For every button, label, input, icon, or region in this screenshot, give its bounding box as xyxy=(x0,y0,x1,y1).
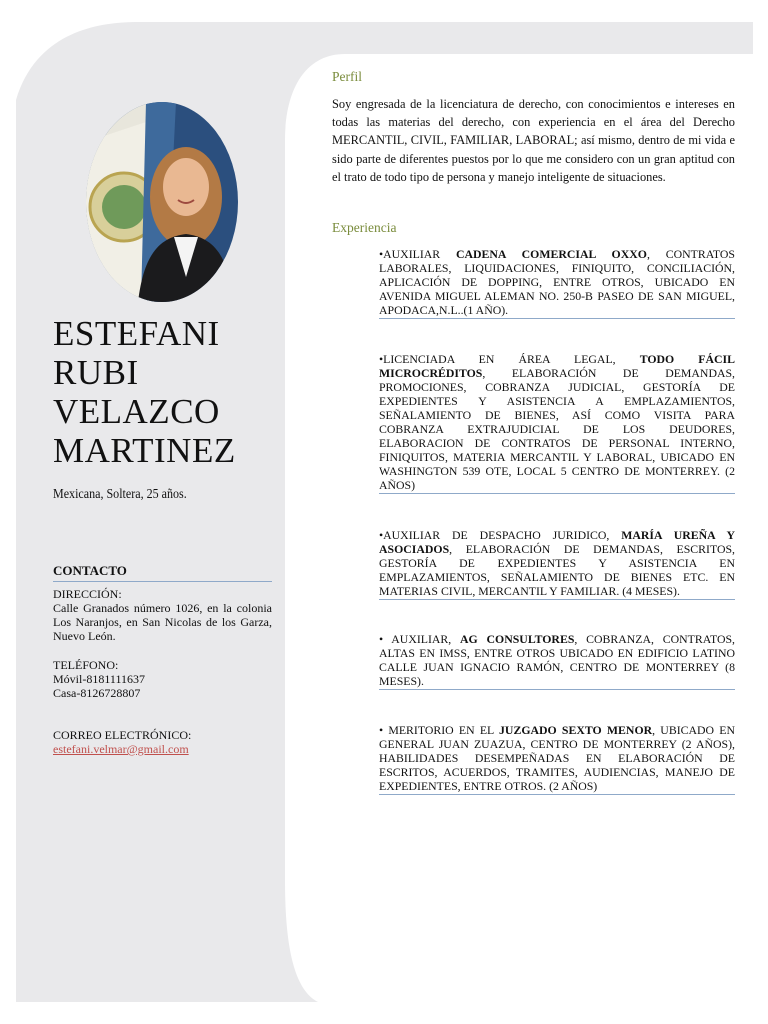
experiencia-heading: Experiencia xyxy=(332,220,397,235)
contact-heading: CONTACTO xyxy=(53,563,272,582)
email-link[interactable]: estefani.velmar@gmail.com xyxy=(53,742,189,756)
experience-item-5 xyxy=(379,723,735,795)
experience-2-company: TODO FÁCIL MICROCRÉDITOS xyxy=(379,352,735,380)
perfil-text: Soy engresada de la licenciatura de derecho, con conocimientos e intereses en todas las materias del derecho, con experiencia en el área del Derecho MERCANTIL, CIVIL, FAMILIAR, LABORAL; así mismo, dentro de mi vida e sido parte de diferentes puestos por lo que me considero con un gran aptitud con el trato de todo tipo de persona y manejo inteligente de situaciones. xyxy=(332,97,735,184)
experience-1-company: CADENA COMERCIAL OXXO xyxy=(455,247,647,261)
experience-4-company: AG CONSULTORES xyxy=(460,632,575,646)
experience-item-4 xyxy=(379,632,735,690)
name-line-1: ESTEFANI xyxy=(53,314,220,353)
name-line-3: VELAZCO xyxy=(53,392,220,431)
address-label: DIRECCIÓN: xyxy=(53,587,122,601)
experience-4-pre: • AUXILIAR, xyxy=(379,632,461,646)
email-label: CORREO ELECTRÓNICO: xyxy=(53,728,192,742)
personal-info: Mexicana, Soltera, 25 años. xyxy=(53,487,187,502)
home-phone: Casa-8126728807 xyxy=(53,686,141,700)
address-value: Calle Granados número 1026, en la colonia Los Naranjos, en San Nicolas de los Garza, Nuevo León. xyxy=(53,601,272,643)
perfil-heading: Perfil xyxy=(332,69,362,84)
profile-photo xyxy=(86,102,238,302)
experience-item-1 xyxy=(379,247,735,319)
phone-label: TELÉFONO: xyxy=(53,658,119,672)
experience-4-post: , COBRANZA, CONTRATOS, ALTAS EN IMSS, ENTRE OTROS UBICADO EN EDIFICIO LATINO CALLE JUAN IGNACIO RAMÓN, CENTRO DE MONTERREY (8 MESES). xyxy=(379,632,735,688)
email-block xyxy=(53,728,272,756)
name-line-4: MARTINEZ xyxy=(53,431,236,470)
profile-photo-woman-icon xyxy=(86,102,238,302)
experience-item-2 xyxy=(379,352,735,494)
experience-item-3 xyxy=(379,528,735,600)
full-name xyxy=(53,314,288,470)
experience-2-pre: •LICENCIADA EN ÁREA LEGAL, xyxy=(379,352,640,366)
name-line-2: RUBI xyxy=(53,353,139,392)
experience-3-company: MARÍA UREÑA Y ASOCIADOS xyxy=(379,528,735,556)
experience-3-pre: •AUXILIAR DE DESPACHO JURIDICO, xyxy=(379,528,622,542)
experience-1-post: , CONTRATOS LABORALES, LIQUIDACIONES, FINIQUITO, CONCILIACIÓN, APLICACIÓN DE DOPPING, ENTRE OTROS, UBICADO EN AVENIDA MIGUEL ALEMAN NO. 250-B PASEO DE SAN MIGUEL, APODACA,N.L..(1 AÑO). xyxy=(379,247,735,317)
experience-5-pre: • MERITORIO EN EL xyxy=(379,723,500,737)
mobile-phone: Móvil-8181111637 xyxy=(53,672,145,686)
experience-1-pre: •AUXILIAR xyxy=(379,247,456,261)
phone-block xyxy=(53,658,272,700)
address-block xyxy=(53,587,272,643)
experience-2-post: , ELABORACIÓN DE DEMANDAS, PROMOCIONES, COBRANZA JUDICIAL, GESTORÍA DE EXPEDIENTES Y ASISTENCIA A EMPLAZAMIENTOS, SEÑALAMIENTO DE BIENES, ASÍ COMO VISITA PARA COBRANZA EXTRAJUDICIAL DE LOS DEUDORES, ELABORACION DE CONTRATOS DE PERSONAL INTERNO, FINIQUITOS, MATERIA MERCANTIL Y LABORAL, UBICADO EN WASHINGTON 539 OTE, LOCAL 5 CENTRO DE MONTERREY. (2 AÑOS) xyxy=(379,366,735,492)
experience-3-post: , ELABORACIÓN DE DEMANDAS, ESCRITOS, GESTORÍA DE EXPEDIENTES Y ASISTENCIA EN EMPLAZAMIENTOS, SEÑALAMIENTO DE BIENES ETC. EN MATERIAS CIVIL, MERCANTIL Y FAMILIAR. (4 MESES). xyxy=(379,542,735,598)
experience-5-post: , UBICADO EN GENERAL JUAN ZUAZUA, CENTRO DE MONTERREY (2 AÑOS), HABILIDADES DESEMPEÑADAS EN ELABORACIÓN DE ESCRITOS, ACUERDOS, TRAMITES, AUDIENCIAS, MANEJO DE EXPEDIENTES, ENTRE OTROS. (2 AÑOS) xyxy=(379,723,735,793)
experience-5-company: JUZGADO SEXTO MENOR xyxy=(499,723,653,737)
